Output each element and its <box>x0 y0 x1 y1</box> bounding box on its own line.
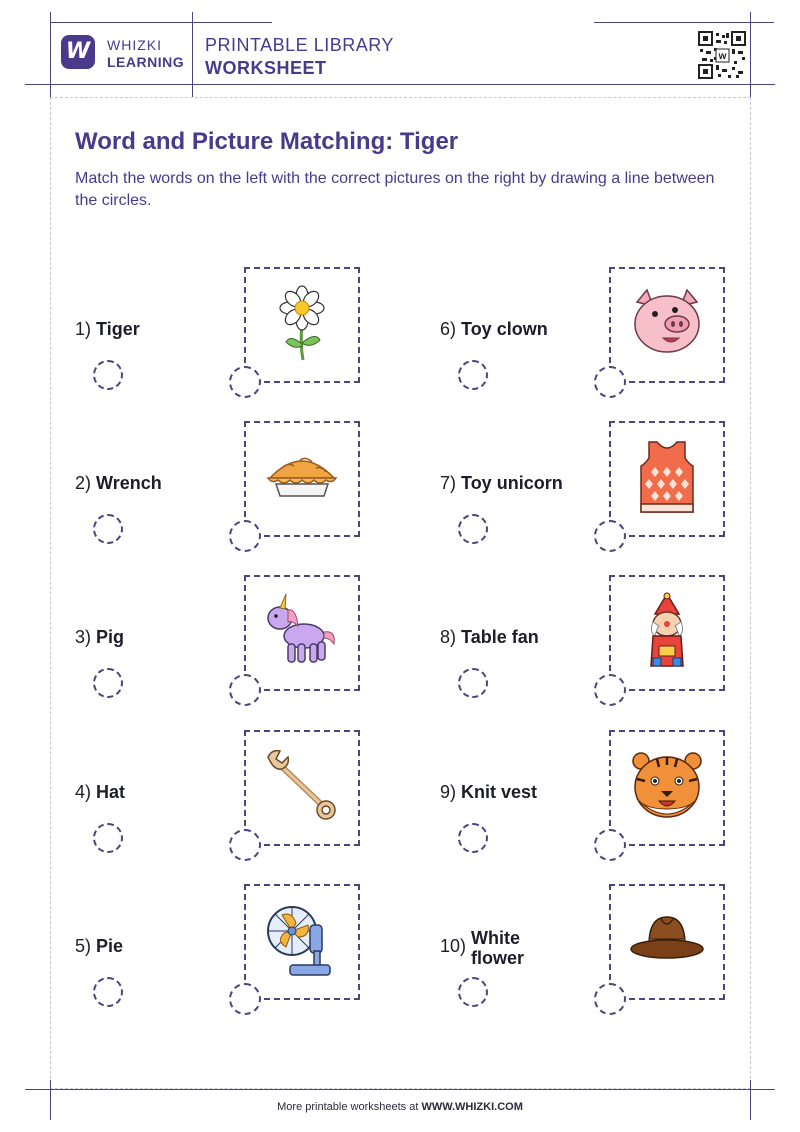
brand-name-line1: WHIZKI <box>107 37 162 53</box>
footer-divider-right <box>750 1080 751 1120</box>
footer-site-link[interactable]: WWW.WHIZKI.COM <box>421 1101 523 1113</box>
wrench-icon <box>262 747 342 827</box>
word-number: 2) <box>75 473 92 493</box>
word-answer-circle[interactable] <box>93 514 123 544</box>
word-text: Knit vest <box>461 782 538 802</box>
word-item <box>440 936 466 957</box>
toy-clown-icon <box>627 592 707 672</box>
word-text: Tiger <box>96 319 140 339</box>
word-answer-circle[interactable] <box>458 823 488 853</box>
footer-text <box>0 1101 800 1113</box>
svg-text:w: w <box>718 51 727 62</box>
unicorn-icon <box>262 592 342 672</box>
header-divider-right <box>750 12 751 97</box>
worksheet-title: Word and Picture Matching: Tiger <box>75 128 459 155</box>
word-item <box>75 627 124 648</box>
word-item <box>75 319 140 340</box>
footer-top-line <box>25 1089 775 1090</box>
word-item <box>75 473 162 494</box>
picture-answer-circle[interactable] <box>229 829 261 861</box>
picture-answer-circle[interactable] <box>594 366 626 398</box>
header-divider-mid <box>192 12 193 97</box>
word-answer-circle[interactable] <box>458 977 488 1007</box>
hat-icon <box>627 901 707 981</box>
brand-logo-letter: W <box>65 39 91 64</box>
word-text: Wrench <box>96 473 162 493</box>
picture-answer-circle[interactable] <box>594 520 626 552</box>
table-fan-icon <box>262 901 342 981</box>
word-number: 8) <box>440 627 457 647</box>
word-text: Pig <box>96 627 125 647</box>
word-text: Hat <box>96 782 126 802</box>
header-title-line2: WORKSHEET <box>205 58 327 78</box>
flower-icon <box>262 284 342 364</box>
word-number: 9) <box>440 782 457 802</box>
worksheet-instructions: Match the words on the left with the correct pictures on the right by drawing a line between the circles. <box>75 170 715 209</box>
picture-answer-circle[interactable] <box>594 674 626 706</box>
picture-answer-circle[interactable] <box>229 983 261 1015</box>
word-number: 5) <box>75 936 92 956</box>
word-answer-circle[interactable] <box>93 668 123 698</box>
word-answer-circle[interactable] <box>458 514 488 544</box>
word-item <box>75 782 125 803</box>
word-text: Pie <box>96 936 124 956</box>
word-text: Toy unicorn <box>461 473 563 493</box>
word-item <box>440 782 537 803</box>
footer-prefix: More printable worksheets at <box>277 1101 422 1113</box>
word-item <box>440 627 539 648</box>
header-top-line-right <box>594 22 774 23</box>
word-item <box>440 473 563 494</box>
word-answer-circle[interactable] <box>93 977 123 1007</box>
footer-divider-left <box>50 1080 51 1120</box>
word-answer-circle[interactable] <box>93 360 123 390</box>
header-title-line1: PRINTABLE LIBRARY <box>205 35 394 55</box>
word-answer-circle[interactable] <box>458 668 488 698</box>
word-text: Toy clown <box>461 319 548 339</box>
word-text-line1: White <box>471 928 520 948</box>
picture-answer-circle[interactable] <box>229 366 261 398</box>
word-answer-circle[interactable] <box>458 360 488 390</box>
header-divider-left <box>50 12 51 97</box>
word-text-multiline <box>471 928 524 968</box>
picture-answer-circle[interactable] <box>594 983 626 1015</box>
word-number: 1) <box>75 319 92 339</box>
picture-answer-circle[interactable] <box>229 520 261 552</box>
picture-answer-circle[interactable] <box>229 674 261 706</box>
pig-icon <box>627 284 707 364</box>
brand-name-line2: LEARNING <box>107 54 185 70</box>
word-number: 10) <box>440 936 467 956</box>
word-number: 4) <box>75 782 92 802</box>
tiger-icon <box>627 747 707 827</box>
word-number: 6) <box>440 319 457 339</box>
word-number: 7) <box>440 473 457 493</box>
header-top-line-left <box>50 22 272 23</box>
knit-vest-icon <box>627 438 707 518</box>
qr-code-icon <box>698 31 746 79</box>
word-number: 3) <box>75 627 92 647</box>
header-bottom-line <box>25 84 775 85</box>
word-item <box>440 319 548 340</box>
word-text-line2: flower <box>471 948 525 968</box>
brand-logo <box>61 35 95 69</box>
pie-icon <box>262 438 342 518</box>
word-answer-circle[interactable] <box>93 823 123 853</box>
word-text: Table fan <box>461 627 539 647</box>
word-item <box>75 936 123 957</box>
picture-answer-circle[interactable] <box>594 829 626 861</box>
